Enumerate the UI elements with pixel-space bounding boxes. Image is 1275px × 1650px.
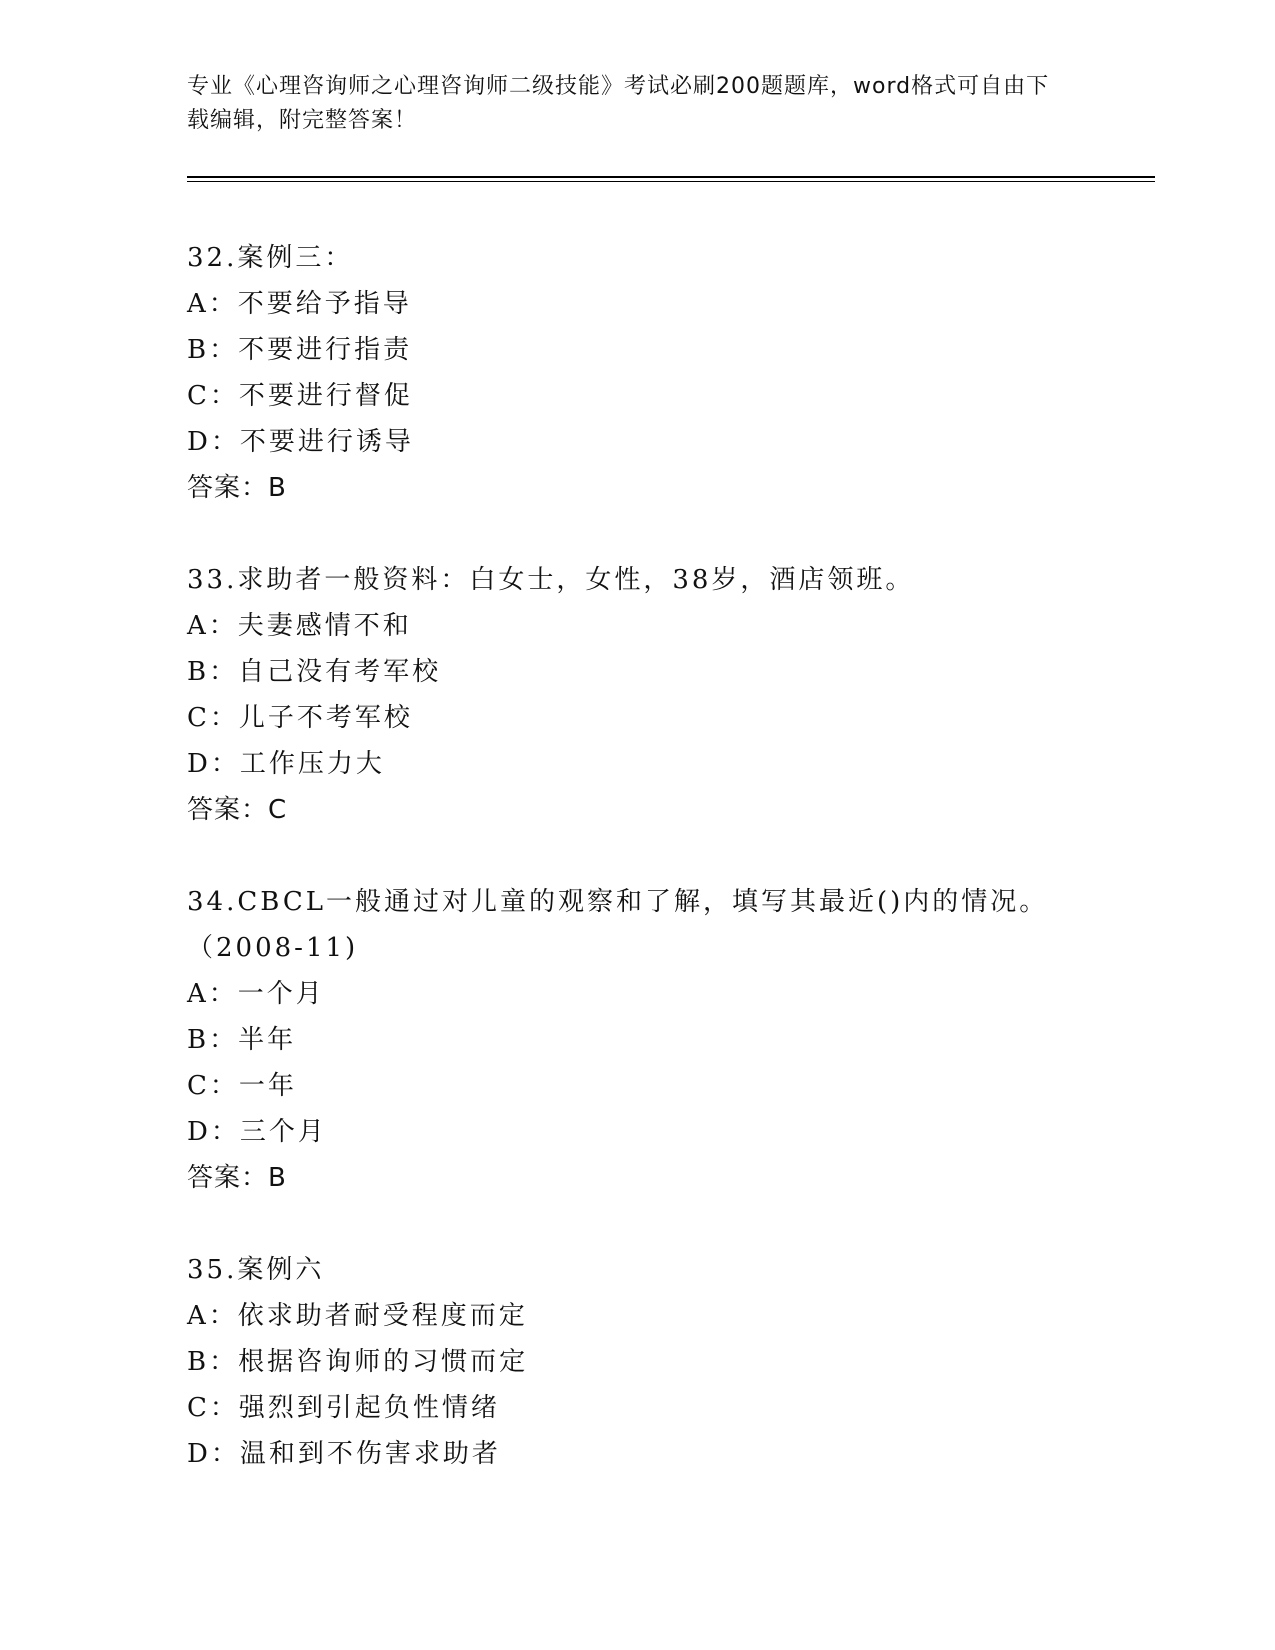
option-b: B：根据咨询师的习惯而定 (187, 1347, 529, 1377)
question-stem: 33.求助者一般资料：白女士，女性，38岁，酒店领班。 (187, 565, 915, 595)
option-c: C：强烈到引起负性情绪 (187, 1393, 500, 1423)
option-d: D：工作压力大 (187, 749, 385, 779)
option-a: A：一个月 (187, 979, 325, 1009)
question-stem: 32.案例三： (187, 243, 354, 273)
answer-line: 答案：B (187, 1163, 287, 1193)
option-a: A：夫妻感情不和 (187, 611, 412, 641)
question-list (187, 235, 1107, 1523)
option-c: C：儿子不考军校 (187, 703, 413, 733)
option-c: C：一年 (187, 1071, 297, 1101)
document-header: 专业《心理咨询师之心理咨询师二级技能》考试必刷200题题库，word格式可自由下载编辑，附完整答案！ (187, 74, 1050, 133)
option-d: D：三个月 (187, 1117, 327, 1147)
answer-line: 答案：C (187, 795, 288, 825)
header-divider-thin (187, 181, 1155, 182)
option-b: B：自己没有考军校 (187, 657, 442, 687)
question-32 (187, 235, 1107, 511)
option-c: C：不要进行督促 (187, 381, 413, 411)
question-34 (187, 879, 1107, 1201)
option-d: D：不要进行诱导 (187, 427, 414, 457)
option-b: B：半年 (187, 1025, 297, 1055)
option-d: D：温和到不伤害求助者 (187, 1439, 501, 1469)
option-b: B：不要进行指责 (187, 335, 413, 365)
option-a: A：不要给予指导 (187, 289, 412, 319)
question-stem: 35.案例六 (187, 1255, 325, 1285)
question-33 (187, 557, 1107, 833)
answer-line: 答案：B (187, 473, 287, 503)
question-stem: 34.CBCL一般通过对儿童的观察和了解，填写其最近()内的情况。（2008-11) (187, 887, 1049, 963)
header-divider-thick (187, 176, 1155, 178)
option-a: A：依求助者耐受程度而定 (187, 1301, 528, 1331)
question-35 (187, 1247, 1107, 1477)
